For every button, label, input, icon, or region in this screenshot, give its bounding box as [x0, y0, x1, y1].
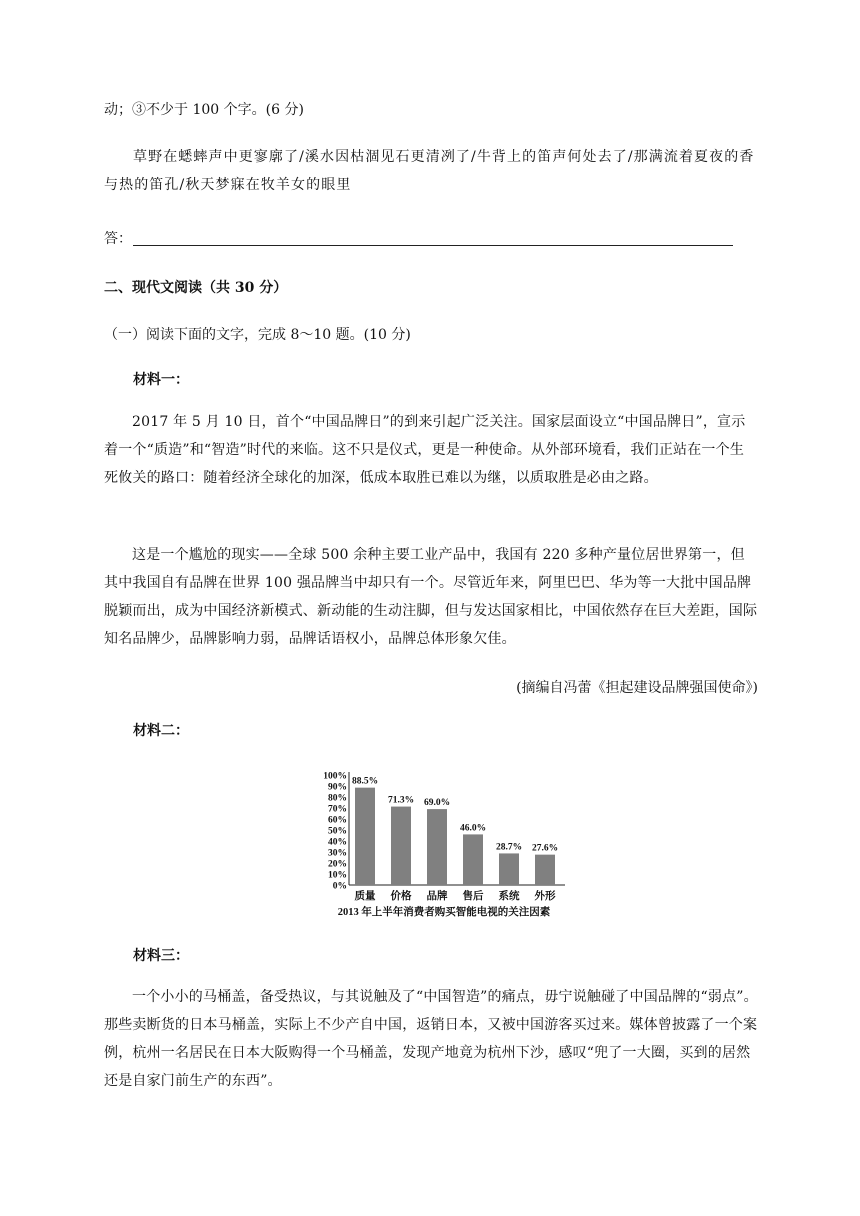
y-tick-label: 30% [328, 848, 347, 859]
bar-value-label: 88.5% [351, 776, 379, 787]
y-tick-label: 80% [328, 793, 347, 804]
category-label: 外形 [534, 891, 556, 902]
bar [391, 807, 411, 885]
material-1-title: 材料一： [133, 372, 189, 388]
bar [535, 855, 555, 885]
bar-value-label: 27.6% [531, 843, 559, 854]
material-3-paragraph-1: 一个小小的马桶盖，备受热议，与其说触及了“中国智造”的痛点，毋宁说触碰了中国品牌的“弱点”。那些卖断货的日本马桶盖，实际上不少产自中国，返销日本，又被中国游客买过来。媒体曾披露了一个案例，杭州一名居民在日本大阪购得一个马桶盖，发现产地竟为杭州下沙，感叹“兜了一大圈，买到的居然还是自家门前生产的东西”。 [104, 989, 758, 1089]
bar-value-label: 28.7% [495, 842, 523, 853]
y-tick-label: 90% [328, 782, 347, 793]
y-tick-label: 20% [328, 859, 347, 870]
y-tick-label: 100% [323, 771, 347, 782]
bar [355, 788, 375, 885]
category-label: 质量 [354, 891, 376, 902]
chart-title: 2013 年上半年消费者购买智能电视的关注因素 [337, 907, 551, 918]
y-tick-label: 10% [328, 870, 347, 881]
bars [355, 788, 555, 885]
bar [427, 809, 447, 885]
bar [463, 834, 483, 885]
section-title: 二、现代文阅读（共 30 分） [104, 280, 288, 296]
category-label: 品牌 [426, 891, 448, 902]
material-1-source: (摘编自冯蕾《担起建设品牌强国使命》) [516, 680, 758, 696]
poem-line-2: 与热的笛孔/秋天梦寐在牧羊女的眼里 [104, 177, 352, 193]
y-tick-label: 60% [328, 815, 347, 826]
material-3-title: 材料三： [133, 948, 189, 964]
category-label: 售后 [462, 891, 484, 902]
bar-chart [318, 764, 568, 924]
material-2-title: 材料二： [133, 723, 189, 739]
answer-label: 答： [104, 231, 132, 247]
bar-value-label: 46.0% [459, 823, 487, 834]
y-tick-label: 0% [332, 881, 347, 892]
y-tick-label: 40% [328, 837, 347, 848]
bar [499, 853, 519, 885]
category-label: 价格 [390, 891, 412, 902]
material-1-paragraph-2: 这是一个尴尬的现实——全球 500 余种主要工业产品中，我国有 220 多种产量位居世界第一，但其中我国自有品牌在世界 100 强品牌当中却只有一个。尽管近年来，阿里巴巴、华为等一大批中国品牌脱颖而出，成为中国经济新模式、新动能的生动注脚，但与发达国家相比，中国依然存在巨大差距，国际知名品牌少，品牌影响力弱，品牌话语权小，品牌总体形象欠佳。 [104, 547, 758, 647]
bar-value-labels [352, 777, 558, 854]
poem-line-1: 草野在蟋蟀声中更寥廓了/溪水因枯涸见石更清冽了/牛背上的笛声何处去了/那满流着夏夜的香 [133, 149, 755, 165]
question-requirement: 动；③不少于 100 个字。(6 分) [104, 102, 304, 118]
answer-line[interactable] [133, 245, 733, 246]
x-axis-category-labels [355, 889, 556, 902]
material-1-paragraph-1: 2017 年 5 月 10 日，首个“中国品牌日”的到来引起广泛关注。国家层面设立“中国品牌日”，宣示着一个“质造”和“智造”时代的来临。这不只是仪式，更是一种使命。从外部环境看，我们正站在一个生死攸关的路口：随着经济全球化的加深，低成本取胜已难以为继，以质取胜是必由之路。 [104, 414, 746, 486]
subsection-instruction: （一）阅读下面的文字，完成 8～10 题。(10 分) [104, 327, 411, 343]
category-label: 系统 [498, 891, 520, 902]
bar-value-label: 71.3% [387, 795, 415, 806]
bar-value-label: 69.0% [423, 798, 451, 809]
y-axis-tick-labels [323, 772, 347, 892]
y-tick-label: 50% [328, 826, 347, 837]
y-tick-label: 70% [328, 804, 347, 815]
